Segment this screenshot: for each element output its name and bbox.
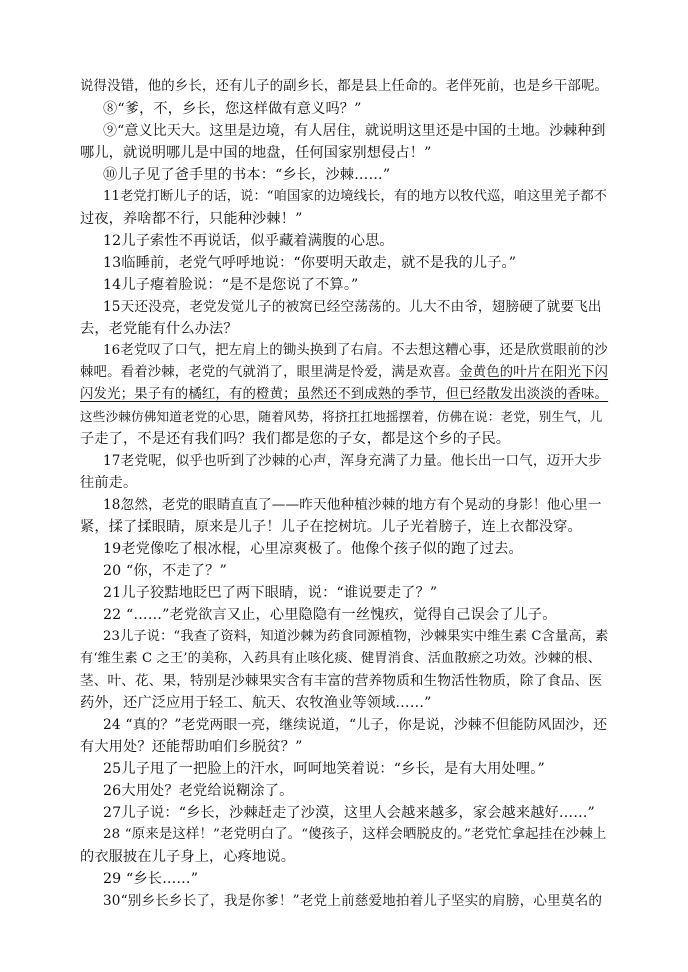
text-line-21: 紧，揉了揉眼睛，原来是儿子！儿子在挖树坑。儿子光着膀子，连上衣都没穿。 [80, 519, 582, 535]
text-line-28: 茎、叶、花、果，特别是沙棘果实含有丰富的营养物质和生物活性物质，除了食品、医 [80, 673, 603, 689]
underlined-fragment: 金黄色的叶片在阳光下闪 [459, 365, 609, 380]
text-line-33: 26大用处？老党给说糊涂了。 [103, 783, 294, 799]
text-line-4: 哪儿，就说明哪儿是中国的地盘，任何国家别想侵占！” [80, 145, 432, 161]
text-line-8: 12儿子索性不再说话，似乎藏着满腹的心思。 [103, 233, 394, 249]
text-line-30: 24 “真的？”老党两眼一亮，继续说道，“儿子，你是说，沙棘不但能防风固沙，还 [103, 717, 608, 733]
text-line-19: 往前走。 [80, 475, 138, 491]
text-line-35: 28 “原来是这样！”老党明白了。“傻孩子，这样会晒脱皮的。”老党忙拿起挂在沙棘上 [103, 827, 607, 842]
text-line-31: 有大用处？还能帮助咱们乡脱贫？” [80, 739, 303, 755]
text-line-29: 药外，还广泛应用于轻工、航天、农牧渔业等领域……” [80, 695, 432, 711]
text-line-7: 过夜，养啥都不行，只能种沙棘！” [80, 211, 303, 227]
text-line-6: 11老党打断儿子的话，说：“咱国家的边境线长，有的地方以牧代巡，咱这里羌子都不 [103, 189, 608, 204]
text-line-27: 有‘维生素 C 之王’的美称，入药具有止咳化痰、健胃消食、活血散瘀之功效。沙棘的根、 [80, 651, 602, 666]
text-line-38: 30“别乡长乡长了，我是你爹！”老党上前慈爱地拍着儿子坚实的肩膀，心里莫名的 [103, 893, 603, 909]
text-line-18: 17老党呢，似乎也听到了沙棘的心声，浑身充满了力量。他长出一口气，迈开大步 [103, 453, 602, 469]
text-line-17: 子走了，不是还有我们吗？我们都是您的子女，都是这个乡的子民。 [80, 431, 511, 447]
text-line-14: 棘吧。看着沙棘，老党的气就消了，眼里满是怜爱，满是欢喜。金黄色的叶片在阳光下闪 [80, 365, 609, 380]
text-line-25: 22 “……”老党欲言又止，心里隐隐有一丝愧疚，觉得自己误会了儿子。 [103, 607, 557, 623]
text-line-36: 的衣服披在儿子身上，心疼地说。 [80, 849, 296, 865]
text-line-3: ⑨“意义比天大。这里是边境，有人居住，就说明这里还是中国的土地。沙棘种到 [103, 123, 606, 139]
text-line-16: 这些沙棘仿佛知道老党的心思，随着风势，将挤扛扛地摇摆着，仿佛在说：老党，别生气，儿 [80, 409, 603, 424]
text-line-26: 23儿子说：“我查了资料，知道沙棘为药食同源植物，沙棘果实中维生素 C含量高，素 [103, 629, 609, 644]
text-line-34: 27儿子说：“乡长，沙棘赶走了沙漠，这里人会越来越多，家会越来越好……” [103, 805, 595, 821]
text-line-15-underlined: 闪发光；果子有的橘红，有的橙黄；虽然还不到成熟的季节，但已经散发出淡淡的香味。 [80, 387, 609, 402]
text-line-11: 15天还没亮，老党发觉儿子的被窝已经空荡荡的。儿大不由爷，翅膀硬了就要飞出 [103, 299, 602, 315]
text-line-20: 18忽然，老党的眼睛直直了——昨天他种植沙棘的地方有个晃动的身影！他心里一 [103, 497, 602, 513]
text-line-10: 14儿子瘪着脸说：“是不是您说了不算。” [103, 277, 359, 293]
text-line-24: 21儿子狡黠地眨巴了两下眼睛，说：“谁说要走了？” [103, 585, 438, 601]
text-line-23: 20 “你，不走了？” [103, 563, 227, 579]
text-line-2: ⑧“爹，不，乡长，您这样做有意义吗？” [103, 101, 362, 117]
text-line-32: 25儿子甩了一把脸上的汗水，呵呵地笑着说：“乡长，是有大用处哩。” [103, 761, 545, 777]
text-line-9: 13临睡前，老党气呼呼地说：“你要明天敢走，就不是我的儿子。” [103, 255, 517, 271]
text-line-37: 29 “乡长……” [103, 871, 199, 887]
text-line-22: 19老党像吃了根冰棍，心里凉爽极了。他像个孩子似的跑了过去。 [103, 541, 523, 557]
text-line-12: 去，老党能有什么办法？ [80, 321, 238, 337]
text-line-5: ⑩儿子见了爸手里的书本：“乡长，沙棘……” [103, 167, 391, 183]
text-line-13: 16老党叹了口气，把左肩上的锄头换到了右肩。不去想这糟心事，还是欣赏眼前的沙 [103, 343, 608, 358]
text-line-1: 说得没错，他的乡长，还有儿子的副乡长，都是县上任命的。老伴死前，也是乡干部呢。 [80, 79, 609, 94]
